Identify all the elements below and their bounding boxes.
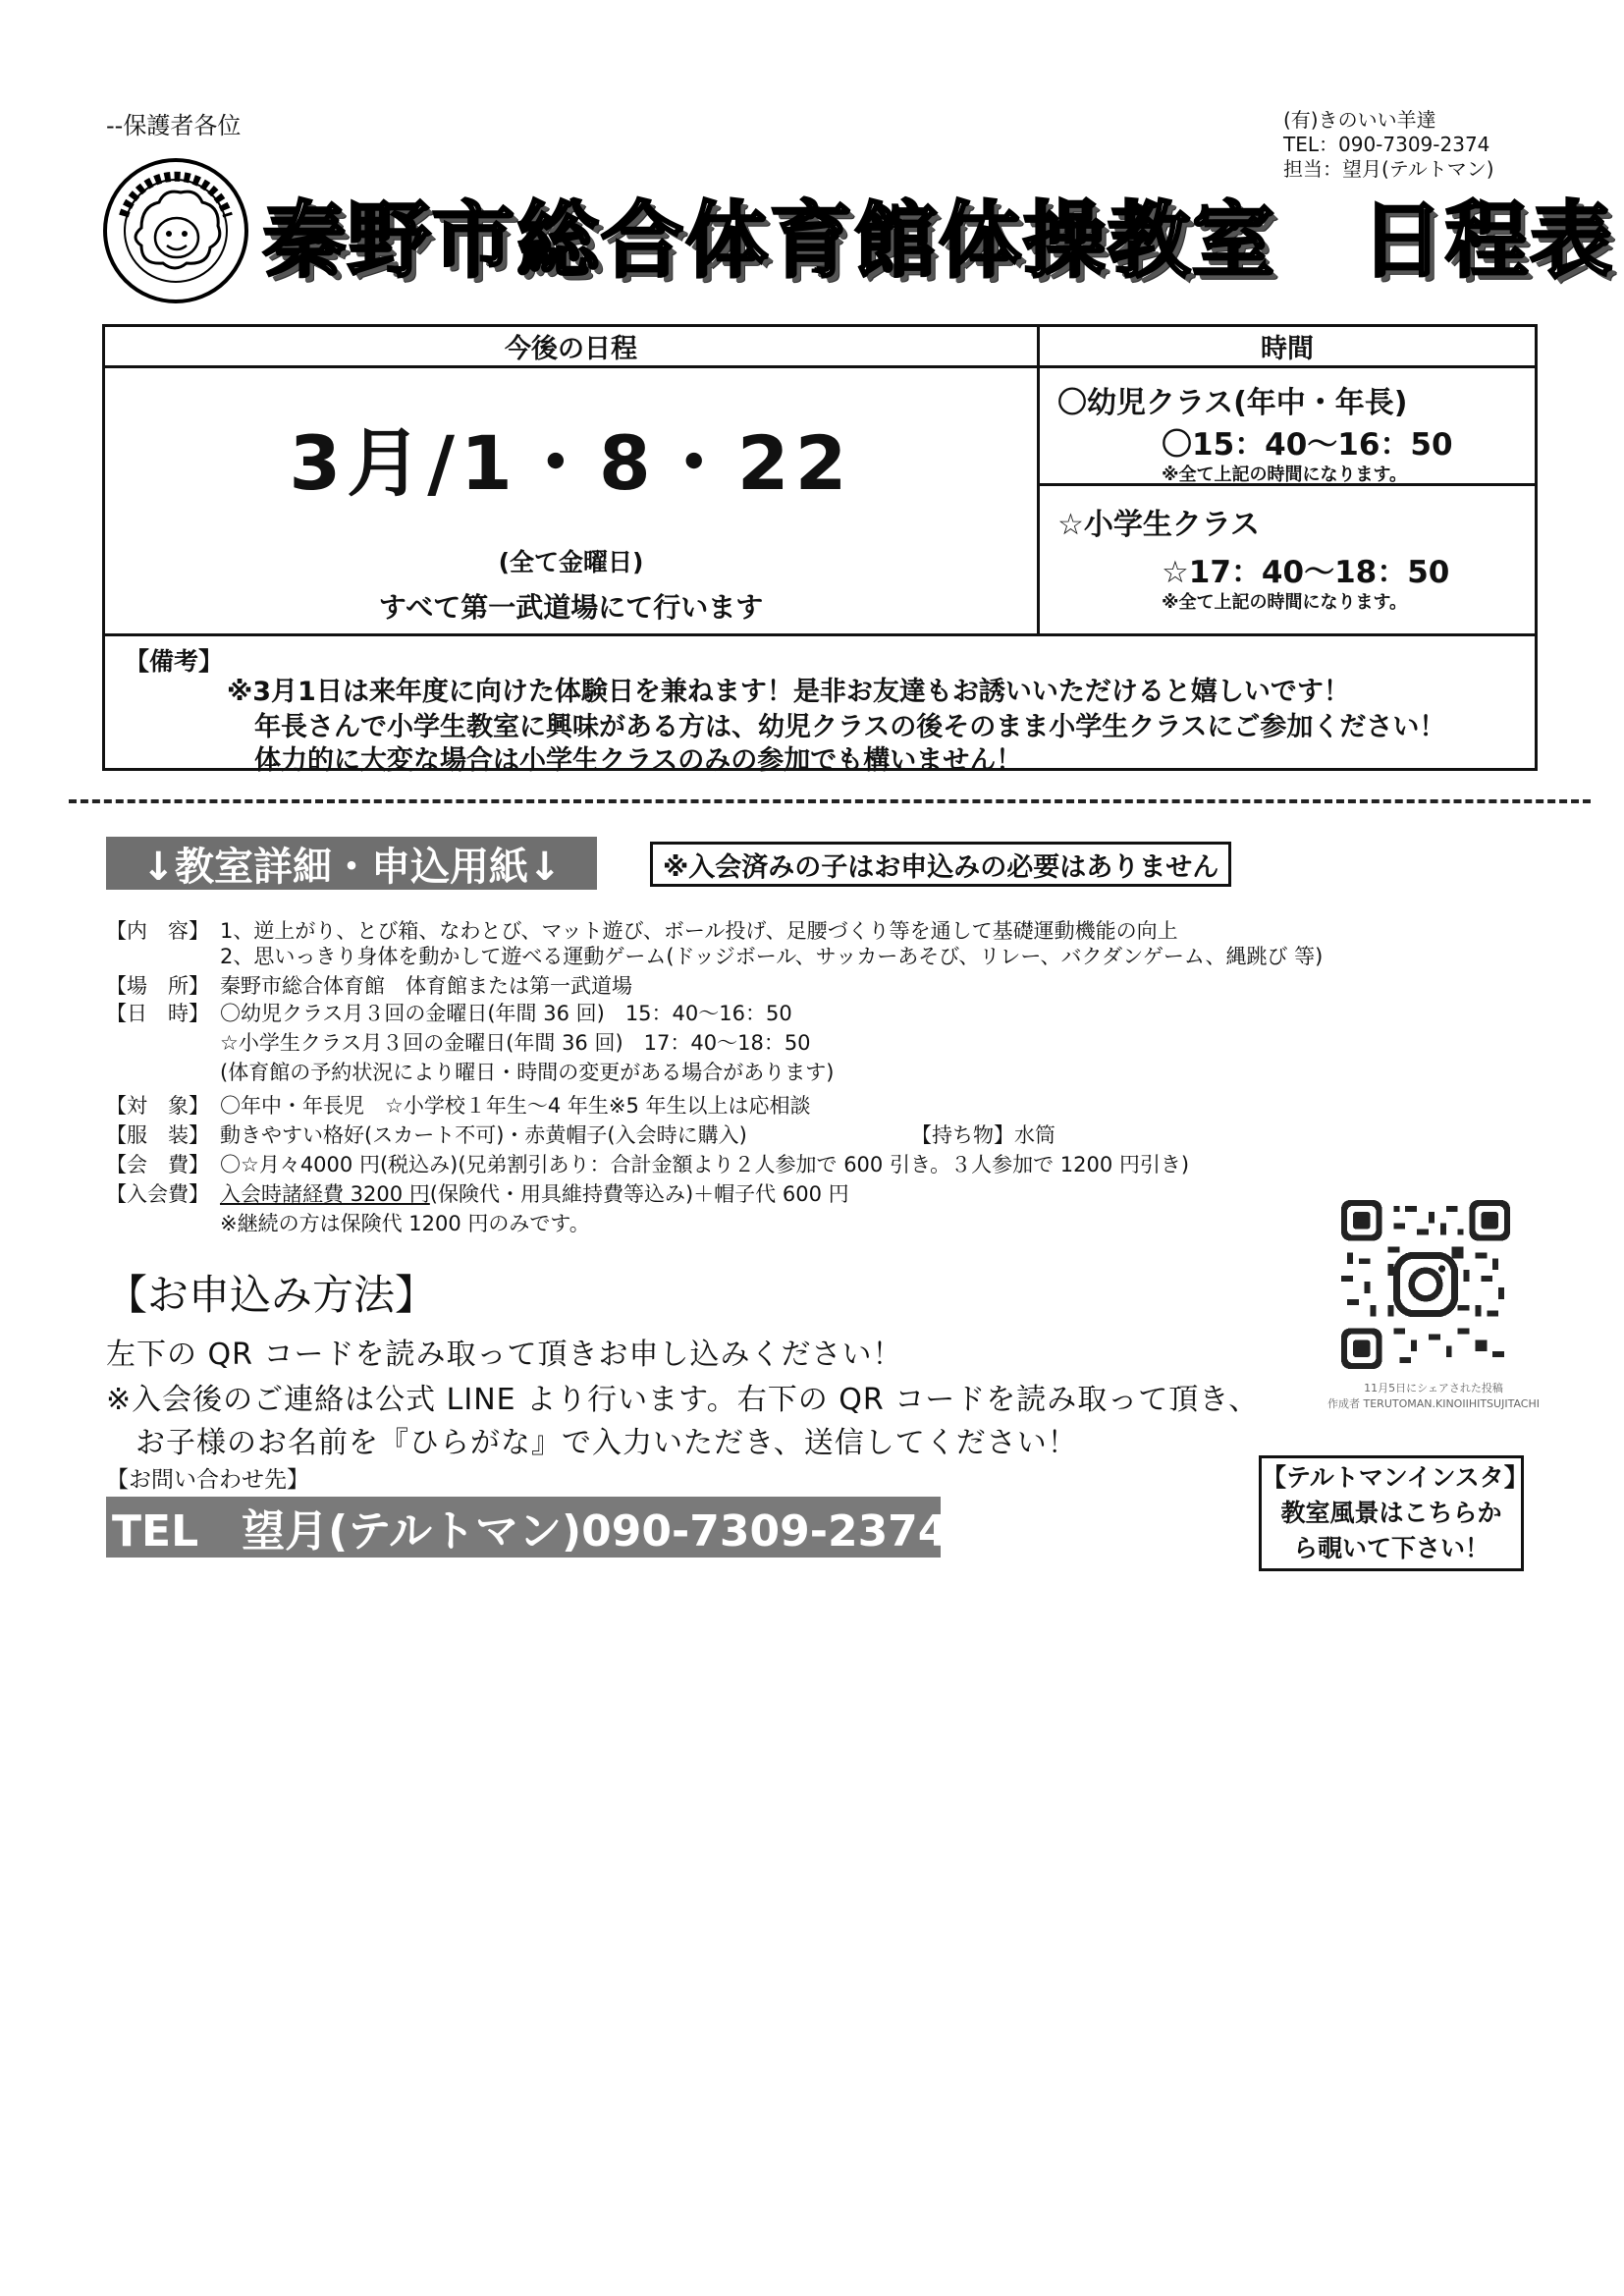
fee-value: 〇☆月々4000 円(税込み)(兄弟割引あり：合計金額より２人参加で 600 引き。３人参加で 1200 円引き) (220, 1153, 1190, 1176)
elementary-class-note: ※全て上記の時間になります。 (1162, 592, 1408, 613)
company-name: (有)きのいい羊達 (1283, 108, 1436, 132)
time-column-header: 時間 (1040, 327, 1535, 368)
schedule-table (102, 324, 1538, 776)
continuing-note: ※継続の方は保険代 1200 円のみです。 (220, 1212, 590, 1235)
instagram-callout (1259, 1455, 1529, 1571)
kids-class-note: ※全て上記の時間になります。 (1162, 465, 1408, 485)
elementary-class-cell (1040, 486, 1535, 633)
belongings-value: 水筒 (1014, 1123, 1056, 1147)
qr-caption-line: 作成者 TERUTOMAN.KINOIIHITSUJITACHI (1327, 1397, 1540, 1410)
company-info (1283, 108, 1494, 182)
apply-instruction: お子様のお名前を『ひらがな』で入力いただき、送信してください！ (135, 1426, 1078, 1460)
clothes-value: 動きやすい格好(スカート不可)・赤黄帽子(入会時に購入) (220, 1123, 747, 1147)
entry-fee-underlined: 入会時諸経費 3200 円 (220, 1182, 430, 1206)
dates-column-header: 今後の日程 (105, 327, 1040, 368)
clothes-label: 【服 装】 (106, 1123, 209, 1147)
member-note: ※入会済みの子はお申込みの必要はありません (650, 842, 1231, 887)
apply-instruction: 左下の QR コードを読み取って頂きお申し込みください！ (106, 1338, 903, 1372)
qr-caption-line: 11月5日にシェアされた投稿 (1364, 1382, 1503, 1394)
apply-heading: 【お申込み方法】 (106, 1271, 437, 1319)
inquiry-label: 【お問い合わせ先】 (106, 1467, 309, 1493)
instagram-qr-code-icon[interactable] (1341, 1200, 1510, 1369)
weekday-note: (全て金曜日) (498, 548, 644, 576)
instagram-text: 教室風景はこちらか (1280, 1499, 1502, 1527)
elementary-class-time: ☆17：40～18：50 (1162, 555, 1450, 590)
remarks-section (105, 633, 1535, 776)
datetime-label: 【日 時】 (106, 1002, 209, 1025)
company-tel: TEL：090-7309-2374 (1283, 133, 1490, 156)
place-value: 秦野市総合体育館 体育館または第一武道場 (220, 974, 632, 998)
cut-line-divider (69, 799, 1591, 803)
apply-instruction: ※入会後のご連絡は公式 LINE より行います。右下の QR コードを読み取って頂き、 (106, 1383, 1260, 1417)
clothes-row (106, 1120, 747, 1149)
contact-tel[interactable]: TEL 望月(テルトマン)090-7309-2374 (106, 1497, 941, 1558)
contact-person: 担当：望月(テルトマン) (1283, 157, 1494, 181)
belongings-label: 【持ち物】 (911, 1123, 1014, 1147)
remark-line: ※3月1日は来年度に向けた体験日を兼ねます！是非お友達もお誘いいただけると嬉しいです！ (227, 677, 1350, 707)
datetime-value: 〇幼児クラス月３回の金曜日(年間 36 回) 15：40～16：50 (220, 1002, 792, 1025)
upcoming-dates: 3月/1・8・22 (289, 419, 853, 507)
target-label: 【対 象】 (106, 1094, 209, 1118)
entry-fee-label: 【入会費】 (106, 1182, 209, 1206)
remarks-label: 【備考】 (125, 647, 224, 676)
kids-class-name: 〇幼児クラス(年中・年長) (1057, 386, 1408, 420)
qr-caption (1326, 1381, 1542, 1412)
datetime-value: ☆小学生クラス月３回の金曜日(年間 36 回) 17：40～18：50 (220, 1031, 811, 1055)
details-heading: ↓教室詳細・申込用紙↓ (106, 837, 597, 890)
target-value: 〇年中・年長児 ☆小学校１年生～4 年生※5 年生以上は応相談 (220, 1094, 811, 1118)
entry-fee-row (106, 1178, 849, 1208)
instagram-text: ら覗いて下さい！ (1292, 1534, 1489, 1562)
belongings (911, 1120, 1056, 1149)
content-item: 1、逆上がり、とび箱、なわとび、マット遊び、ボール投げ、足腰づくり等を通して基礎運動機能の向上 (220, 919, 1178, 943)
addressee: --保護者各位 (106, 112, 242, 139)
dates-cell (105, 368, 1040, 633)
kids-class-time: 〇15：40～16：50 (1162, 427, 1453, 463)
content-label: 【内 容】 (106, 919, 209, 943)
datetime-row (106, 998, 792, 1027)
place-row (106, 970, 632, 1000)
place-label: 【場 所】 (106, 974, 209, 998)
instagram-label: 【テルトマンインスタ】 (1262, 1463, 1529, 1492)
entry-fee-rest: (保険代・用具維持費等込み)＋帽子代 600 円 (429, 1182, 849, 1206)
target-row (106, 1090, 811, 1120)
sheep-logo-icon (102, 157, 249, 304)
page-title: 秦野市総合体育館体操教室 日程表 (263, 192, 1615, 289)
kids-class-cell (1040, 368, 1535, 486)
remark-line: 年長さんで小学生教室に興味がある方は、幼児クラスの後そのまま小学生クラスにご参加ください！ (254, 712, 1446, 742)
elementary-class-name: ☆小学生クラス (1057, 508, 1260, 542)
venue-note: すべて第一武道場にて行います (378, 591, 764, 624)
content-item: 2、思いっきり身体を動かして遊べる運動ゲーム(ドッジボール、サッカーあそび、リレー、バクダンゲーム、縄跳び 等) (220, 945, 1324, 968)
datetime-value: (体育館の予約状況により曜日・時間の変更がある場合があります) (220, 1061, 835, 1084)
fee-label: 【会 費】 (106, 1153, 209, 1176)
fee-row (106, 1149, 1189, 1178)
remark-line: 体力的に大変な場合は小学生クラスのみの参加でも構いません！ (254, 745, 1023, 776)
